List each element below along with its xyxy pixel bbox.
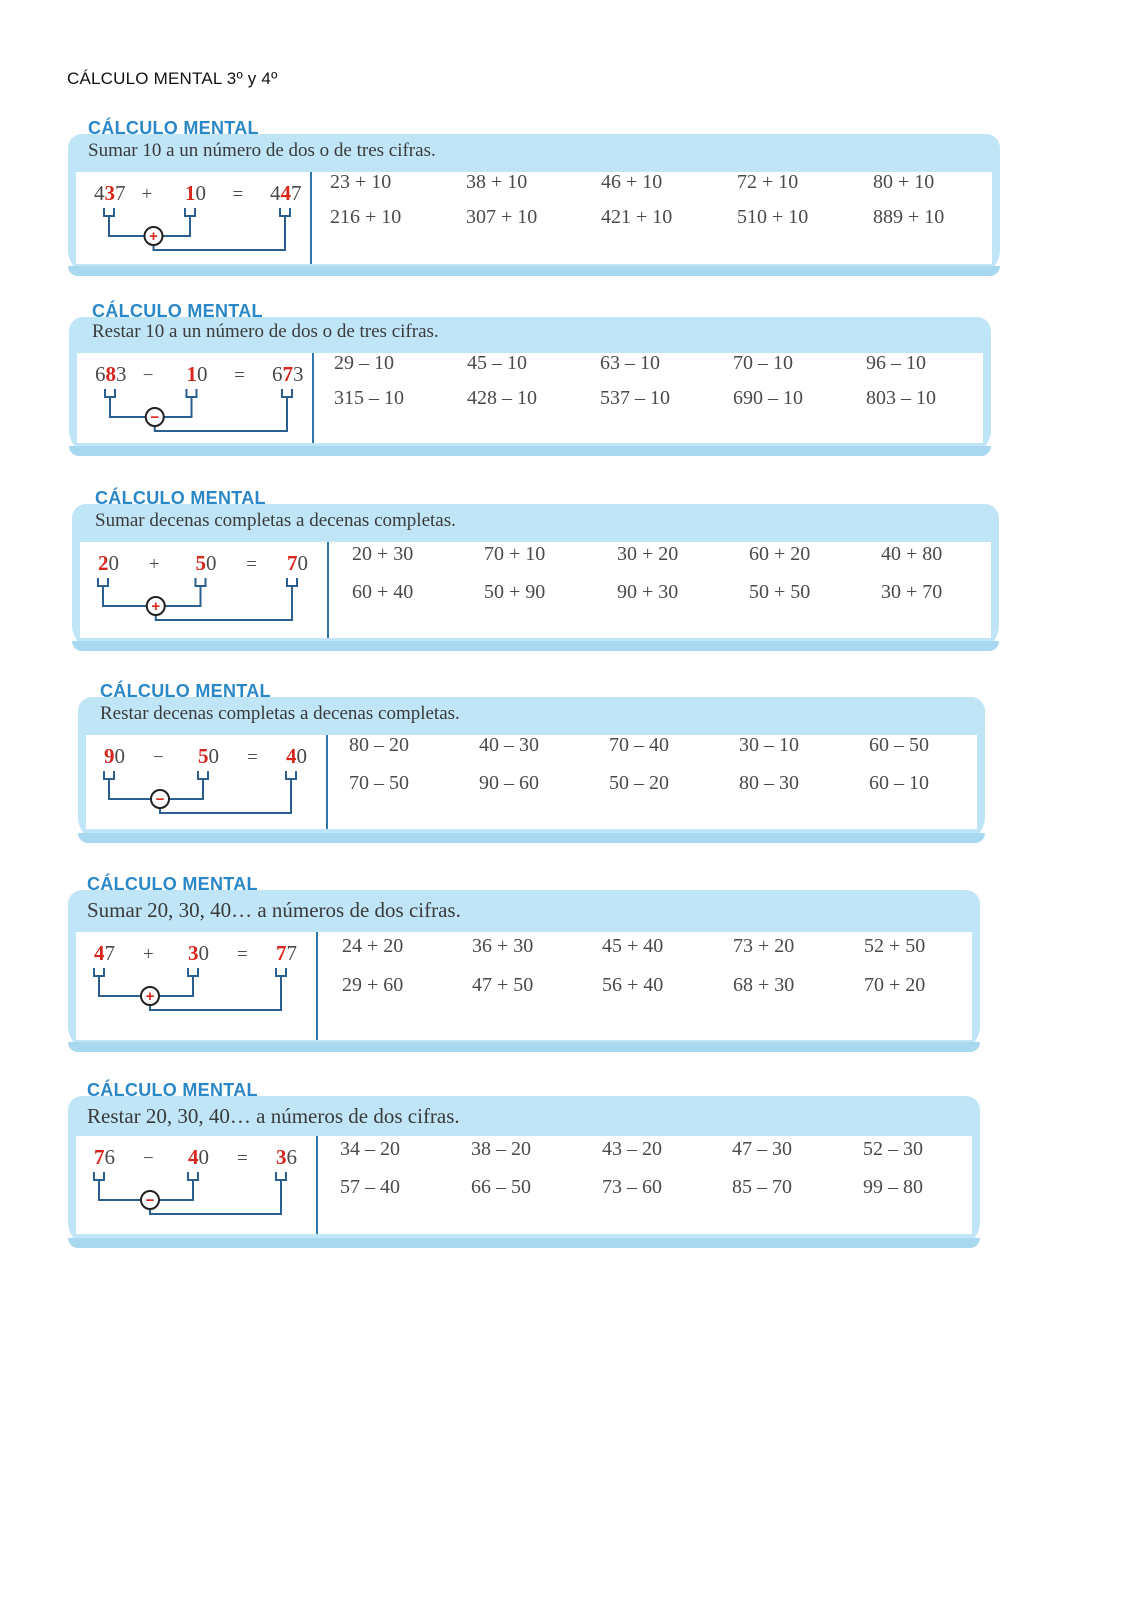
example-digit: 9 — [104, 744, 115, 768]
exercise-item: 73 – 60 — [602, 1176, 662, 1198]
example-digit: 7 — [94, 1145, 105, 1169]
panel-heading: CÁLCULO MENTAL — [87, 1080, 258, 1100]
exercise-item: 45 + 40 — [602, 935, 664, 957]
exercise-item: 52 + 50 — [864, 935, 926, 957]
example-digit: 0 — [198, 941, 209, 965]
example-digit: 7 — [276, 941, 287, 965]
exercise-item: 216 + 10 — [330, 206, 402, 228]
panel-heading: CÁLCULO MENTAL — [100, 681, 271, 701]
exercise-item: 90 + 30 — [617, 581, 679, 603]
panel-heading: CÁLCULO MENTAL — [88, 118, 259, 138]
exercise-item: 307 + 10 — [466, 206, 538, 228]
digit-bracket — [104, 208, 114, 216]
exercise-item: 60 + 40 — [352, 581, 414, 603]
example-digit: 3 — [293, 362, 304, 386]
exercise-item: 50 + 50 — [749, 581, 811, 603]
exercise-item: 99 – 80 — [863, 1176, 923, 1198]
panel-heading: CÁLCULO MENTAL — [95, 488, 266, 508]
example-number — [95, 362, 127, 386]
exercise-item: 421 + 10 — [601, 206, 673, 228]
example-equals: = — [234, 365, 245, 386]
example-equals: = — [237, 944, 248, 965]
panel-heading: CÁLCULO MENTAL — [87, 874, 258, 894]
exercise-item: 510 + 10 — [737, 206, 809, 228]
panel-subtitle: Sumar 10 a un número de dos o de tres cifras. — [88, 140, 436, 161]
connector-line — [150, 976, 281, 1010]
panel-body — [77, 353, 983, 443]
example-digit: 4 — [286, 744, 297, 768]
connector-line — [110, 397, 146, 417]
example-operator: + — [141, 184, 153, 205]
example-number — [276, 1145, 297, 1169]
connector-line — [160, 779, 291, 813]
example-digit: 0 — [206, 551, 217, 575]
operation-symbol: + — [145, 988, 155, 1005]
exercise-item: 66 – 50 — [471, 1176, 531, 1198]
connector-line — [109, 779, 151, 799]
exercise-item: 50 – 20 — [609, 772, 669, 794]
example-number — [94, 1145, 115, 1169]
example-digit: 3 — [104, 181, 115, 205]
example-equals: = — [232, 184, 244, 205]
exercise-item: 428 – 10 — [467, 387, 537, 409]
panel-body — [76, 932, 972, 1040]
exercise-item: 70 + 20 — [864, 974, 926, 996]
exercise-item: 57 – 40 — [340, 1176, 400, 1198]
example-digit: 0 — [197, 362, 208, 386]
panel-divider — [310, 172, 312, 264]
operation-symbol: − — [150, 409, 160, 426]
digit-bracket — [94, 1172, 104, 1180]
panel-divider — [327, 542, 329, 638]
digit-bracket — [276, 1172, 286, 1180]
exercise-item: 690 – 10 — [733, 387, 803, 409]
connector-line — [103, 586, 147, 606]
example-number — [94, 181, 126, 205]
example-digit: 7 — [104, 941, 115, 965]
example-digit: 5 — [198, 744, 209, 768]
exercise-item: 52 – 30 — [863, 1138, 923, 1160]
panel-subtitle: Sumar 20, 30, 40… a números de dos cifras. — [87, 898, 461, 922]
exercise-item: 803 – 10 — [866, 387, 936, 409]
example-number — [196, 551, 217, 575]
exercise-item: 70 – 50 — [349, 772, 409, 794]
example-digit: 6 — [286, 1145, 297, 1169]
example-operator: + — [148, 554, 160, 575]
example-digit: 3 — [116, 362, 127, 386]
calc-panel — [68, 874, 980, 1052]
exercise-item: 30 + 20 — [617, 543, 679, 565]
exercise-item: 43 – 20 — [602, 1138, 662, 1160]
exercise-item: 70 – 40 — [609, 734, 669, 756]
example-digit: 0 — [195, 181, 206, 205]
operation-symbol: − — [155, 791, 165, 808]
example-equals: = — [247, 747, 258, 768]
panel-subtitle: Sumar decenas completas a decenas completas. — [95, 510, 456, 531]
connector-line — [155, 397, 287, 431]
example-number — [104, 744, 125, 768]
exercise-item: 38 + 10 — [466, 171, 528, 193]
example-operator: − — [143, 1148, 154, 1169]
panel-divider — [316, 932, 318, 1040]
example-digit: 4 — [94, 181, 105, 205]
exercise-item: 36 + 30 — [472, 935, 534, 957]
exercise-item: 96 – 10 — [866, 352, 926, 374]
example-digit: 4 — [188, 1145, 199, 1169]
digit-bracket — [276, 968, 286, 976]
example-diagram — [76, 932, 316, 1040]
calc-panel — [68, 118, 1000, 276]
example-digit: 2 — [98, 551, 109, 575]
page-title: CÁLCULO MENTAL 3º y 4º — [67, 69, 278, 88]
exercise-item: 29 – 10 — [334, 352, 394, 374]
panel-body — [76, 172, 992, 264]
calc-panel — [69, 301, 991, 456]
exercise-item: 80 – 30 — [739, 772, 799, 794]
connector-line — [99, 1180, 141, 1200]
example-diagram — [86, 735, 326, 829]
connector-line — [163, 216, 191, 236]
exercise-item: 40 – 30 — [479, 734, 539, 756]
example-digit: 0 — [296, 744, 307, 768]
exercise-item: 85 – 70 — [732, 1176, 792, 1198]
example-digit: 1 — [185, 181, 196, 205]
calc-panel — [68, 1080, 980, 1248]
exercise-item: 68 + 30 — [733, 974, 795, 996]
exercise-item: 315 – 10 — [334, 387, 404, 409]
example-digit: 7 — [115, 181, 126, 205]
connector-line — [156, 586, 292, 620]
example-digit: 7 — [282, 362, 293, 386]
digit-bracket — [187, 389, 197, 397]
exercise-item: 24 + 20 — [342, 935, 404, 957]
exercise-item: 45 – 10 — [467, 352, 527, 374]
digit-bracket — [105, 389, 115, 397]
digit-bracket — [280, 208, 290, 216]
connector-line — [154, 216, 286, 250]
panel-divider — [316, 1136, 318, 1234]
exercise-item: 80 + 10 — [873, 171, 935, 193]
exercise-item: 70 + 10 — [484, 543, 546, 565]
example-digit: 7 — [287, 551, 298, 575]
exercise-item: 29 + 60 — [342, 974, 404, 996]
example-number — [276, 941, 297, 965]
example-digit: 7 — [291, 181, 302, 205]
digit-bracket — [188, 1172, 198, 1180]
example-number — [187, 362, 208, 386]
connector-line — [150, 1180, 281, 1214]
panel-body — [80, 542, 991, 638]
digit-bracket — [282, 389, 292, 397]
digit-bracket — [98, 578, 108, 586]
exercise-item: 46 + 10 — [601, 171, 663, 193]
digit-bracket — [188, 968, 198, 976]
example-number — [270, 181, 302, 205]
example-number — [94, 941, 115, 965]
example-diagram — [76, 172, 310, 264]
example-diagram — [80, 542, 327, 638]
example-digit: 0 — [114, 744, 125, 768]
exercise-item: 73 + 20 — [733, 935, 795, 957]
example-operator: − — [142, 365, 154, 386]
connector-line — [99, 976, 141, 996]
example-number — [185, 181, 206, 205]
example-number — [286, 744, 307, 768]
exercise-item: 60 – 50 — [869, 734, 929, 756]
digit-bracket — [104, 771, 114, 779]
connector-line — [109, 216, 145, 236]
panel-subtitle: Restar decenas completas a decenas completas. — [100, 703, 460, 724]
exercise-item: 38 – 20 — [471, 1138, 531, 1160]
calc-panel — [78, 681, 985, 843]
exercise-item: 30 – 10 — [739, 734, 799, 756]
connector-line — [159, 1180, 193, 1200]
exercise-item: 34 – 20 — [340, 1138, 400, 1160]
example-digit: 0 — [208, 744, 219, 768]
example-number — [272, 362, 304, 386]
exercise-item: 80 – 20 — [349, 734, 409, 756]
example-equals: = — [237, 1148, 248, 1169]
connector-line — [169, 779, 203, 799]
exercise-item: 47 + 50 — [472, 974, 534, 996]
operation-symbol: + — [151, 598, 161, 615]
exercise-item: 70 – 10 — [733, 352, 793, 374]
exercise-item: 20 + 30 — [352, 543, 414, 565]
example-operator: − — [153, 747, 164, 768]
example-digit: 7 — [286, 941, 297, 965]
example-digit: 4 — [270, 181, 281, 205]
example-digit: 3 — [188, 941, 199, 965]
panel-divider — [312, 353, 314, 443]
operation-symbol: + — [149, 228, 158, 245]
example-number — [198, 744, 219, 768]
example-digit: 6 — [95, 362, 106, 386]
connector-line — [164, 397, 192, 417]
example-number — [188, 941, 209, 965]
example-digit: 6 — [104, 1145, 115, 1169]
example-digit: 0 — [198, 1145, 209, 1169]
connector-line — [159, 976, 193, 996]
exercise-item: 889 + 10 — [873, 206, 945, 228]
example-digit: 6 — [272, 362, 283, 386]
exercise-item: 40 + 80 — [881, 543, 943, 565]
exercise-item: 60 + 20 — [749, 543, 811, 565]
example-digit: 4 — [94, 941, 105, 965]
exercise-item: 23 + 10 — [330, 171, 392, 193]
digit-bracket — [286, 771, 296, 779]
digit-bracket — [94, 968, 104, 976]
exercise-item: 63 – 10 — [600, 352, 660, 374]
digit-bracket — [287, 578, 297, 586]
exercise-item: 47 – 30 — [732, 1138, 792, 1160]
exercise-item: 30 + 70 — [881, 581, 943, 603]
exercise-item: 56 + 40 — [602, 974, 664, 996]
example-diagram — [76, 1136, 316, 1234]
panel-body — [76, 1136, 972, 1234]
exercise-item: 50 + 90 — [484, 581, 546, 603]
example-digit: 5 — [195, 551, 206, 575]
digit-bracket — [196, 578, 206, 586]
example-digit: 8 — [105, 362, 116, 386]
digit-bracket — [198, 771, 208, 779]
example-digit: 0 — [108, 551, 119, 575]
example-digit: 3 — [276, 1145, 287, 1169]
exercise-item: 90 – 60 — [479, 772, 539, 794]
example-number — [188, 1145, 209, 1169]
example-digit: 1 — [186, 362, 197, 386]
example-equals: = — [246, 554, 257, 575]
exercise-item: 60 – 10 — [869, 772, 929, 794]
panel-subtitle: Restar 20, 30, 40… a números de dos cifras. — [87, 1104, 460, 1128]
example-operator: + — [143, 944, 154, 965]
connector-line — [165, 586, 201, 606]
panel-divider — [326, 735, 328, 829]
example-number — [287, 551, 308, 575]
exercise-item: 72 + 10 — [737, 171, 799, 193]
exercise-item: 537 – 10 — [600, 387, 670, 409]
example-digit: 0 — [297, 551, 308, 575]
panel-body — [86, 735, 977, 829]
panel-heading: CÁLCULO MENTAL — [92, 301, 263, 321]
example-number — [98, 551, 119, 575]
panel-subtitle: Restar 10 a un número de dos o de tres cifras. — [92, 321, 439, 342]
digit-bracket — [185, 208, 195, 216]
example-diagram — [77, 353, 312, 443]
example-digit: 4 — [280, 181, 291, 205]
calc-panel — [72, 488, 999, 651]
operation-symbol: − — [145, 1192, 155, 1209]
